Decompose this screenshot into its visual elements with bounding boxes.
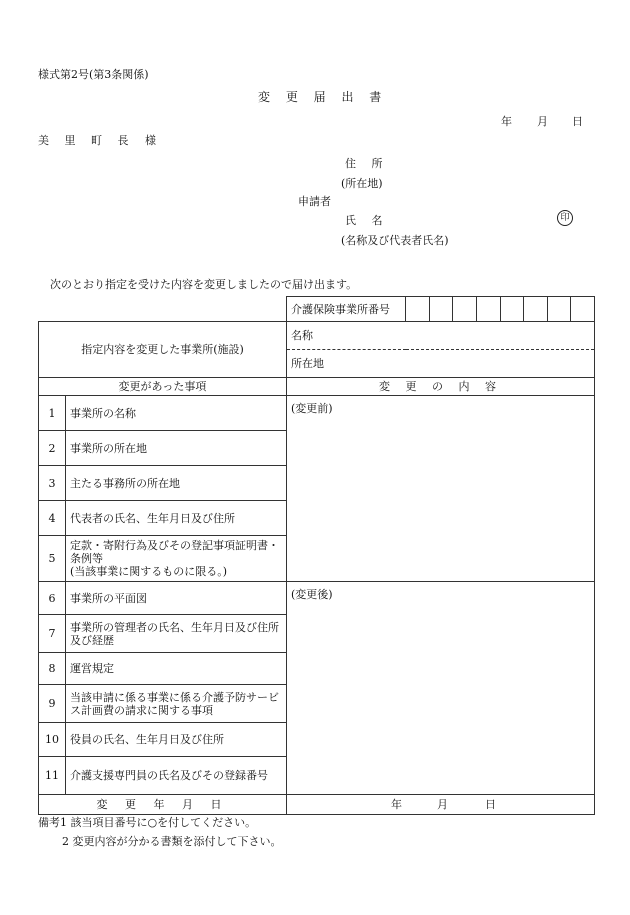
item-number[interactable]: 8 [39, 653, 66, 685]
item-number[interactable]: 9 [39, 685, 66, 723]
item-number[interactable]: 3 [39, 466, 66, 501]
change-notification-table [38, 296, 595, 815]
item-number[interactable]: 10 [39, 723, 66, 757]
change-date-field[interactable] [287, 795, 595, 815]
item-text: 運営規定 [66, 653, 287, 685]
note-1: 備考1 該当項目番号に○を付してください。 [38, 816, 257, 829]
change-date-day: 日 [485, 798, 496, 811]
item-text: 代表者の氏名、生年月日及び住所 [66, 501, 287, 536]
form-number: 様式第2号(第3条関係) [38, 68, 149, 81]
seal-mark: 印 [557, 210, 573, 226]
facility-label: 指定内容を変更した事業所(施設) [39, 322, 287, 378]
before-change-area[interactable]: (変更前) [287, 396, 595, 582]
item-text: 主たる事務所の所在地 [66, 466, 287, 501]
item-text: 介護支援専門員の氏名及びその登録番号 [66, 757, 287, 795]
change-date-month: 月 [437, 798, 448, 811]
after-change-area[interactable]: (変更後) [287, 582, 595, 795]
facility-address-label[interactable]: 所在地 [287, 350, 595, 378]
date-month: 月 [537, 115, 548, 128]
insurance-number-label: 介護保険事業所番号 [287, 297, 406, 322]
item-number[interactable]: 2 [39, 431, 66, 466]
col-content-header: 変 更 の 内 容 [287, 378, 595, 396]
addressee: 美 里 町 長 [38, 134, 135, 147]
document-title: 変 更 届 出 書 [258, 90, 388, 104]
address-sub: (所在地) [341, 177, 383, 190]
item-text: 事業所の平面図 [66, 582, 287, 615]
name-label: 氏 名 [345, 214, 389, 227]
honorific: 様 [145, 134, 156, 147]
item-text: 事業所の所在地 [66, 431, 287, 466]
item-number[interactable]: 4 [39, 501, 66, 536]
col-matter-header: 変更があった事項 [39, 378, 287, 396]
name-sub: (名称及び代表者氏名) [341, 234, 449, 247]
date-year: 年 [501, 115, 512, 128]
item-number[interactable]: 1 [39, 396, 66, 431]
intro-text: 次のとおり指定を受けた内容を変更しましたので届け出ます。 [50, 278, 358, 291]
item-text: 事業所の名称 [66, 396, 287, 431]
item-number[interactable]: 6 [39, 582, 66, 615]
item-number[interactable]: 5 [39, 536, 66, 582]
item-text: 役員の氏名、生年月日及び住所 [66, 723, 287, 757]
item-number[interactable]: 7 [39, 615, 66, 653]
address-label: 住 所 [345, 157, 389, 170]
facility-name-label[interactable]: 名称 [287, 322, 595, 350]
applicant-label: 申請者 [298, 195, 331, 208]
item-number[interactable]: 11 [39, 757, 66, 795]
date-day: 日 [572, 115, 583, 128]
item-text: 定款・寄附行為及びその登記事項証明書・条例等 (当該事業に関するものに限る。) [66, 536, 287, 582]
change-date-label: 変 更 年 月 日 [39, 795, 287, 815]
item-text: 当該申請に係る事業に係る介護予防サービス計画費の請求に関する事項 [66, 685, 287, 723]
change-date-year: 年 [391, 798, 402, 811]
item-text: 事業所の管理者の氏名、生年月日及び住所及び経歴 [66, 615, 287, 653]
note-2: 2 変更内容が分かる書類を添付して下さい。 [62, 835, 282, 848]
insurance-number-boxes[interactable] [406, 297, 595, 322]
